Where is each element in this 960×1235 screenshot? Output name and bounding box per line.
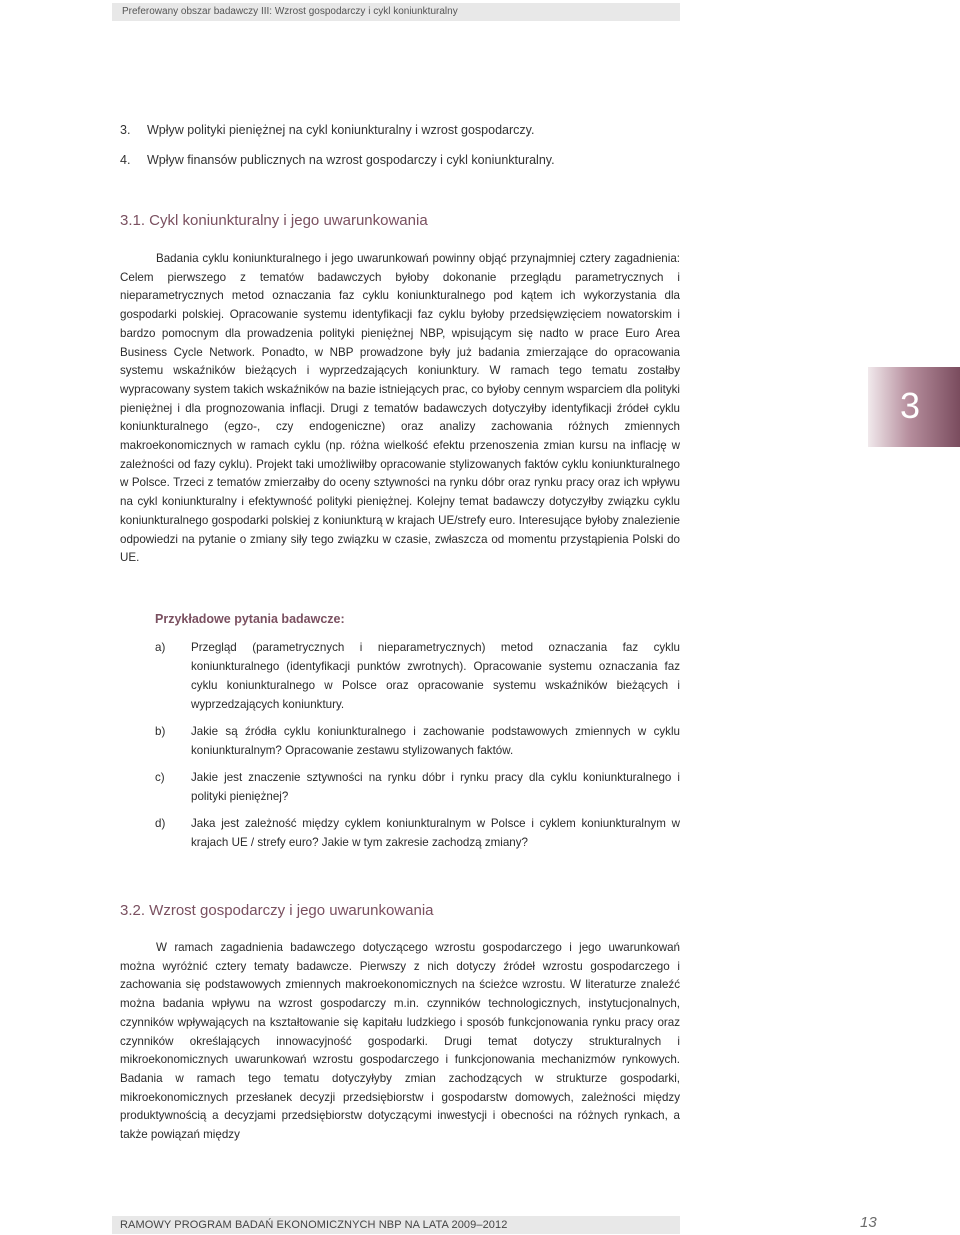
running-header-title: Preferowany obszar badawczy III: Wzrost gospodarczy i cykl koniunkturalny xyxy=(122,6,458,17)
page-number: 13 xyxy=(860,1214,877,1231)
section-3-2-paragraph: W ramach zagadnienia badawczego dotyczącego wzrostu gospodarczego i jego uwarunkowań można wyróżnić cztery tematy badawcze. Pierwszy z nich dotyczy źródeł wzrostu gospodarczego i zachowania się podstawowych zmiennych makroekonomicznych na ścieżce wzrostu. W literaturze znaleźć można badania wpływu na wzrost gospodarczy m.in. czynników technologicznych, instytucjonalnych, czynników wpływających na kształtowanie się kapitału ludzkiego i sposób funkcjonowania rynku pracy oraz czynników określających innowacyjność gospodarki. Drugi temat dotyczy strukturalnych i mikroekonomicznych uwarunkowań wzrostu gospodarczego i funkcjonowania mechanizmów rynkowych. Badania w ramach tego tematu dotyczyłyby zmian zachodzących w strukturze gospodarki, mikroekonomicznych przesłanek decyzji przedsiębiorstw i gospodarstw domowych, zależności między produktywnością a decyzjami przedsiębiorstw dotyczącymi inwestycji i obecności na różnych rynkach, a także powiązań między xyxy=(120,941,680,1142)
chapter-tab xyxy=(868,367,960,447)
question-item xyxy=(155,814,680,852)
list-item-number: 3. xyxy=(120,123,131,137)
section-heading-3-2: 3.2. Wzrost gospodarczy i jego uwarunkowania xyxy=(120,902,434,919)
running-footer xyxy=(112,1216,680,1234)
footer-program-title: RAMOWY PROGRAM BADAŃ EKONOMICZNYCH NBP NA LATA 2009–2012 xyxy=(120,1219,508,1231)
chapter-number: 3 xyxy=(900,385,921,426)
section-3-1-paragraph: Badania cyklu koniunkturalnego i jego uwarunkowań powinny objąć przynajmniej cztery zagadnienia: Celem pierwszego z tematów badawczych byłoby dokonanie przeglądu parametrycznych i nieparametrycznych metod oznaczania faz cyklu koniunkturalnego pod kątem ich wykorzystania dla gospodarki polskiej. Opracowanie systemu identyfikacji faz cyklu byłoby przedsięwzięciem nowatorskim i bardzo pomocnym dla prowadzenia polityki pieniężnej NBP, wpisującym się nadto w prace Euro Area Business Cycle Network. Ponadto, w NBP prowadzone były już badania zmierzające do opracowania systemu wskaźników bieżących i wyprzedzających koniunktury. W ramach tego tematu zostałby wypracowany system takich wskaźników na bazie istniejących prac, co byłoby cennym wsparciem dla polityki pieniężnej i dla prognozowania inflacji. Drugi z tematów badawczych dotyczyłby identyfikacji źródeł cyklu koniunkturalnego (egzo-, czy endogeniczne) oraz analizy zachowania różnych zmiennych makroekonomicznych w ramach cyklu (np. różna wielkość efektu przenoszenia zmian kursu na inflację w zależności od fazy cyklu). Projekt taki umożliwiłby opracowanie stylizowanych faktów cyklu koniunkturalnego w Polsce. Trzeci z tematów zmierzałby do oceny sztywności na rynku dóbr oraz rynku pracy oraz ich wpływu na cykl koniunkturalny i efektywność polityki pieniężnej. Kolejny temat badawczy dotyczyłby związku cyklu koniunkturalnego gospodarki polskiej z koniunkturą w krajach UE/strefy euro. Interesujące byłoby znalezienie odpowiedzi na pytanie o zmiany siły tego związku w czasie, zwłaszcza od momentu przystąpienia Polski do UE. xyxy=(120,252,680,565)
question-text: Jakie jest znaczenie sztywności na rynku dóbr i rynku pracy dla cyklu koniunkturalnego i polityki pieniężnej? xyxy=(191,771,680,803)
question-letter: c) xyxy=(155,771,165,784)
section-heading-3-1: 3.1. Cykl koniunkturalny i jego uwarunkowania xyxy=(120,212,428,229)
question-item xyxy=(155,768,680,806)
question-text: Przegląd (parametrycznych i nieparametrycznych) metod oznaczania faz cyklu koniunkturalnego (identyfikacji punktów zwrotnych). Opracowanie systemu oznaczania faz cyklu koniunkturalnego w Polsce oraz opracowanie systemu wskaźników bieżących i wyprzedzających koniunktury. xyxy=(191,641,680,711)
question-text: Jakie są źródła cyklu koniunkturalnego i zachowanie podstawowych zmiennych w cyklu koniunkturalnym? Opracowanie zestawu stylizowanych faktów. xyxy=(191,725,680,757)
questions-heading: Przykładowe pytania badawcze: xyxy=(155,612,345,626)
list-item xyxy=(120,122,700,152)
question-letter: d) xyxy=(155,817,166,830)
question-text: Jaka jest zależność między cyklem koniunkturalnym w Polsce i cyklem koniunkturalnym w krajach UE / strefy euro? Jakie w tym zakresie zachodzą zmiany? xyxy=(191,817,680,849)
question-letter: b) xyxy=(155,725,166,738)
question-letter: a) xyxy=(155,641,166,654)
list-item-text: Wpływ polityki pieniężnej na cykl koniunkturalny i wzrost gospodarczy. xyxy=(147,123,535,137)
topic-list xyxy=(120,122,700,182)
question-item xyxy=(155,638,680,714)
question-item xyxy=(155,722,680,760)
list-item-text: Wpływ finansów publicznych na wzrost gospodarczy i cykl koniunkturalny. xyxy=(147,153,555,167)
list-item xyxy=(120,152,700,182)
running-header xyxy=(112,3,680,21)
questions-list xyxy=(155,638,680,860)
list-item-number: 4. xyxy=(120,153,131,167)
